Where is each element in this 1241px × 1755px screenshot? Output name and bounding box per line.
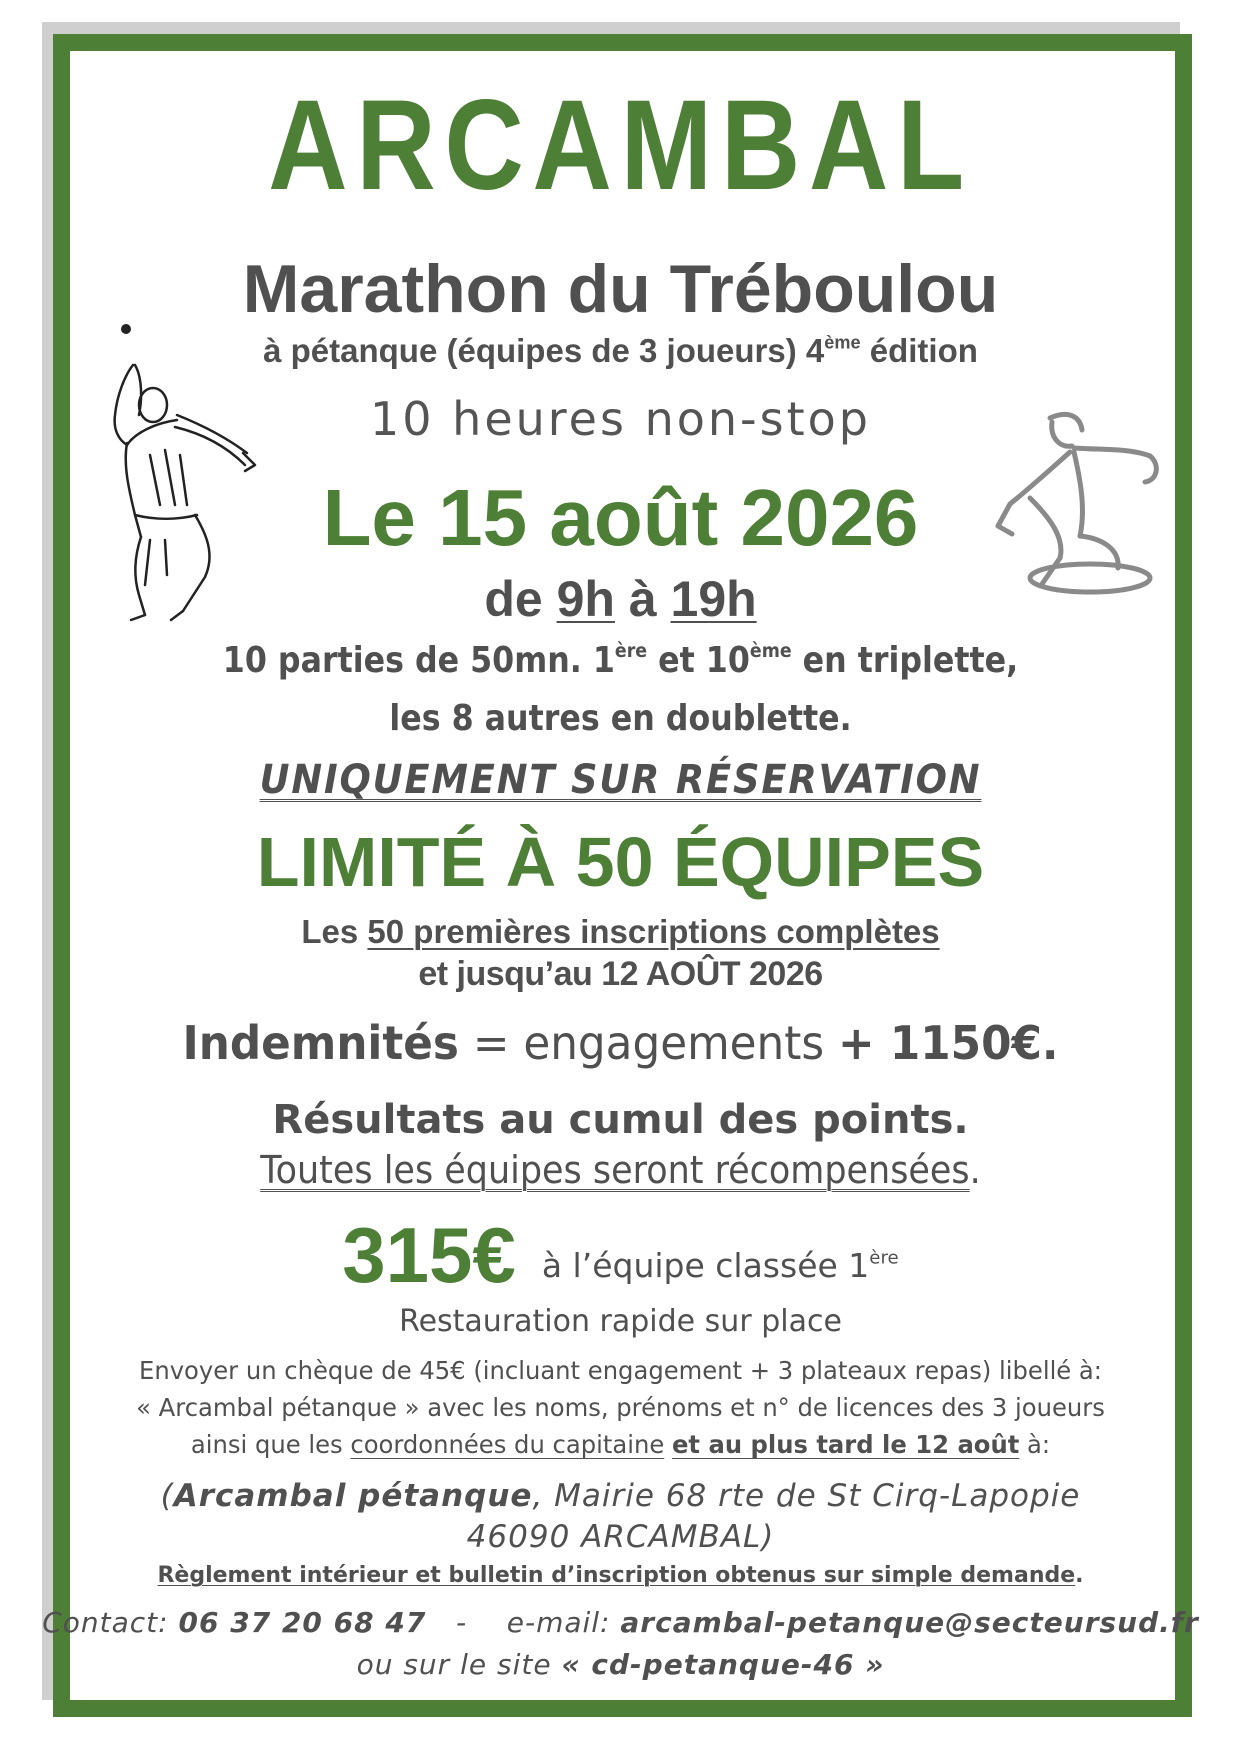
website-line: ou sur le site « cd-petanque-46 » <box>356 1648 885 1681</box>
games-line-1: 10 parties de 50mn. 1ère et 10ème en triplette, <box>222 639 1019 681</box>
address-line-2: 46090 ARCAMBAL) <box>466 1519 775 1555</box>
send-line-3: ainsi que les coordonnées du capitaine et au plus tard le 12 août à: <box>190 1430 1051 1459</box>
event-date: Le 15 août 2026 <box>322 473 919 562</box>
edition-line: à pétanque (équipes de 3 joueurs) 4ème édition <box>263 332 978 369</box>
petanque-thrower-right-icon <box>990 408 1170 598</box>
results-line: Résultats au cumul des points. <box>272 1097 969 1143</box>
rewards-line: Toutes les équipes seront récompensées. <box>260 1148 981 1192</box>
prize-text: à l’équipe classée 1ère <box>541 1246 899 1285</box>
team-limit: LIMITÉ À 50 ÉQUIPES <box>256 823 985 901</box>
event-name: Marathon du Tréboulou <box>242 251 999 327</box>
registration-deadline: et jusqu’au 12 AOÛT 2026 <box>418 955 823 993</box>
send-line-2: « Arcambal pétanque » avec les noms, prénoms et n° de licences des 3 joueurs <box>136 1393 1105 1422</box>
prize-amount: 315€ <box>342 1211 516 1299</box>
first-prize <box>0 1210 1241 1301</box>
contact-line: Contact: 06 37 20 68 47 - e-mail: arcambal-petanque@secteursud.fr <box>42 1606 1199 1639</box>
first-registrations: Les 50 premières inscriptions complètes <box>301 913 940 950</box>
food-line: Restauration rapide sur place <box>399 1304 842 1339</box>
event-hours: de 9h à 19h <box>484 571 757 627</box>
reservation-notice: UNIQUEMENT SUR RÉSERVATION <box>259 757 982 803</box>
send-line-1: Envoyer un chèque de 45€ (incluant engagement + 3 plateaux repas) libellé à: <box>139 1356 1102 1385</box>
games-line-2: les 8 autres en doublette. <box>389 698 852 739</box>
address-line-1: (Arcambal pétanque, Mairie 68 rte de St Cirq-Lapopie <box>160 1478 1081 1514</box>
poster-title: ARCAMBAL <box>268 74 973 217</box>
nonstop-line: 10 heures non-stop <box>370 392 871 446</box>
petanque-thrower-left-icon <box>105 315 265 625</box>
indemnities: Indemnités = engagements + 1150€. <box>182 1016 1059 1070</box>
rules-line: Règlement intérieur et bulletin d’inscription obtenus sur simple demande. <box>157 1563 1084 1588</box>
